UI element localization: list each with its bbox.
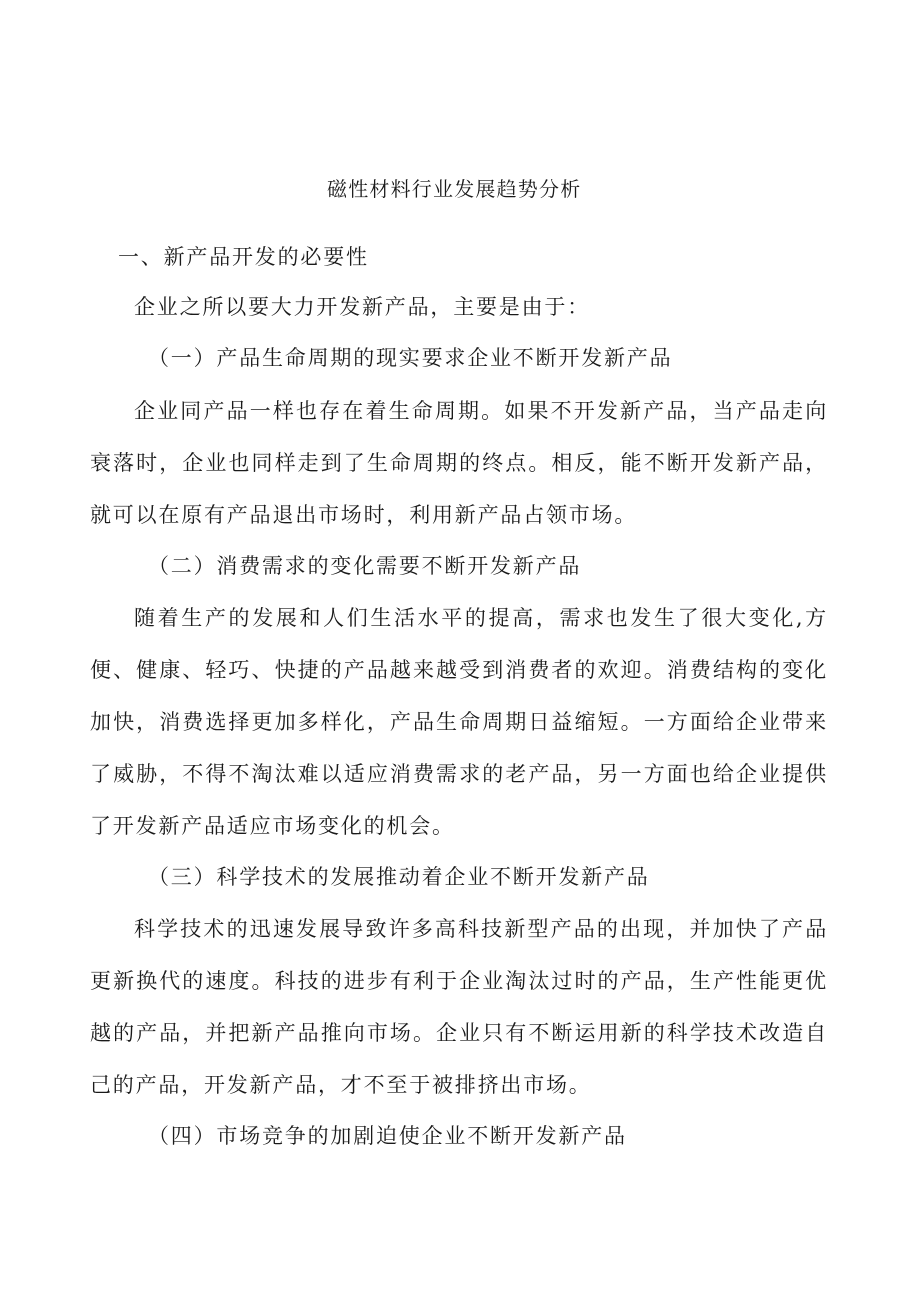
paragraph-line: 就可以在原有产品退出市场时，利用新产品占领市场。 — [90, 503, 638, 527]
paragraph-line: 衰落时，企业也同样走到了生命周期的终点。相反，能不断开发新产品， — [90, 451, 828, 475]
subsection-heading-1: （一）产品生命周期的现实要求企业不断开发新产品 — [148, 346, 673, 370]
paragraph-line: 越的产品，并把新产品推向市场。企业只有不断运用新的科学技术改造自 — [90, 1021, 828, 1045]
paragraph-line: 了威胁，不得不淘汰难以适应消费需求的老产品，另一方面也给企业提供 — [90, 762, 828, 786]
subsection-heading-3: （三）科学技术的发展推动着企业不断开发新产品 — [148, 865, 650, 889]
paragraph-line: 便、健康、轻巧、快捷的产品越来越受到消费者的欢迎。消费结构的变化 — [90, 658, 828, 682]
intro-paragraph: 企业之所以要大力开发新产品，主要是由于： — [134, 295, 590, 319]
paragraph-line: 随着生产的发展和人们生活水平的提高，需求也发生了很大变化,方 — [134, 606, 828, 630]
section-heading: 一、新产品开发的必要性 — [118, 245, 369, 269]
subsection-heading-2: （二）消费需求的变化需要不断开发新产品 — [148, 554, 582, 578]
document-title: 磁性材料行业发展趋势分析 — [327, 177, 582, 201]
paragraph-line: 科学技术的迅速发展导致许多高科技新型产品的出现，并加快了产品 — [134, 917, 828, 941]
paragraph-line: 更新换代的速度。科技的进步有利于企业淘汰过时的产品，生产性能更优 — [90, 969, 828, 993]
paragraph-line: 加快，消费选择更加多样化，产品生命周期日益缩短。一方面给企业带来 — [90, 710, 828, 734]
paragraph-line: 己的产品，开发新产品，才不至于被排挤出市场。 — [90, 1073, 592, 1097]
paragraph-line: 了开发新产品适应市场变化的机会。 — [90, 814, 455, 838]
subsection-heading-4: （四）市场竞争的加剧迫使企业不断开发新产品 — [148, 1124, 627, 1148]
paragraph-line: 企业同产品一样也存在着生命周期。如果不开发新产品，当产品走向 — [134, 399, 828, 423]
